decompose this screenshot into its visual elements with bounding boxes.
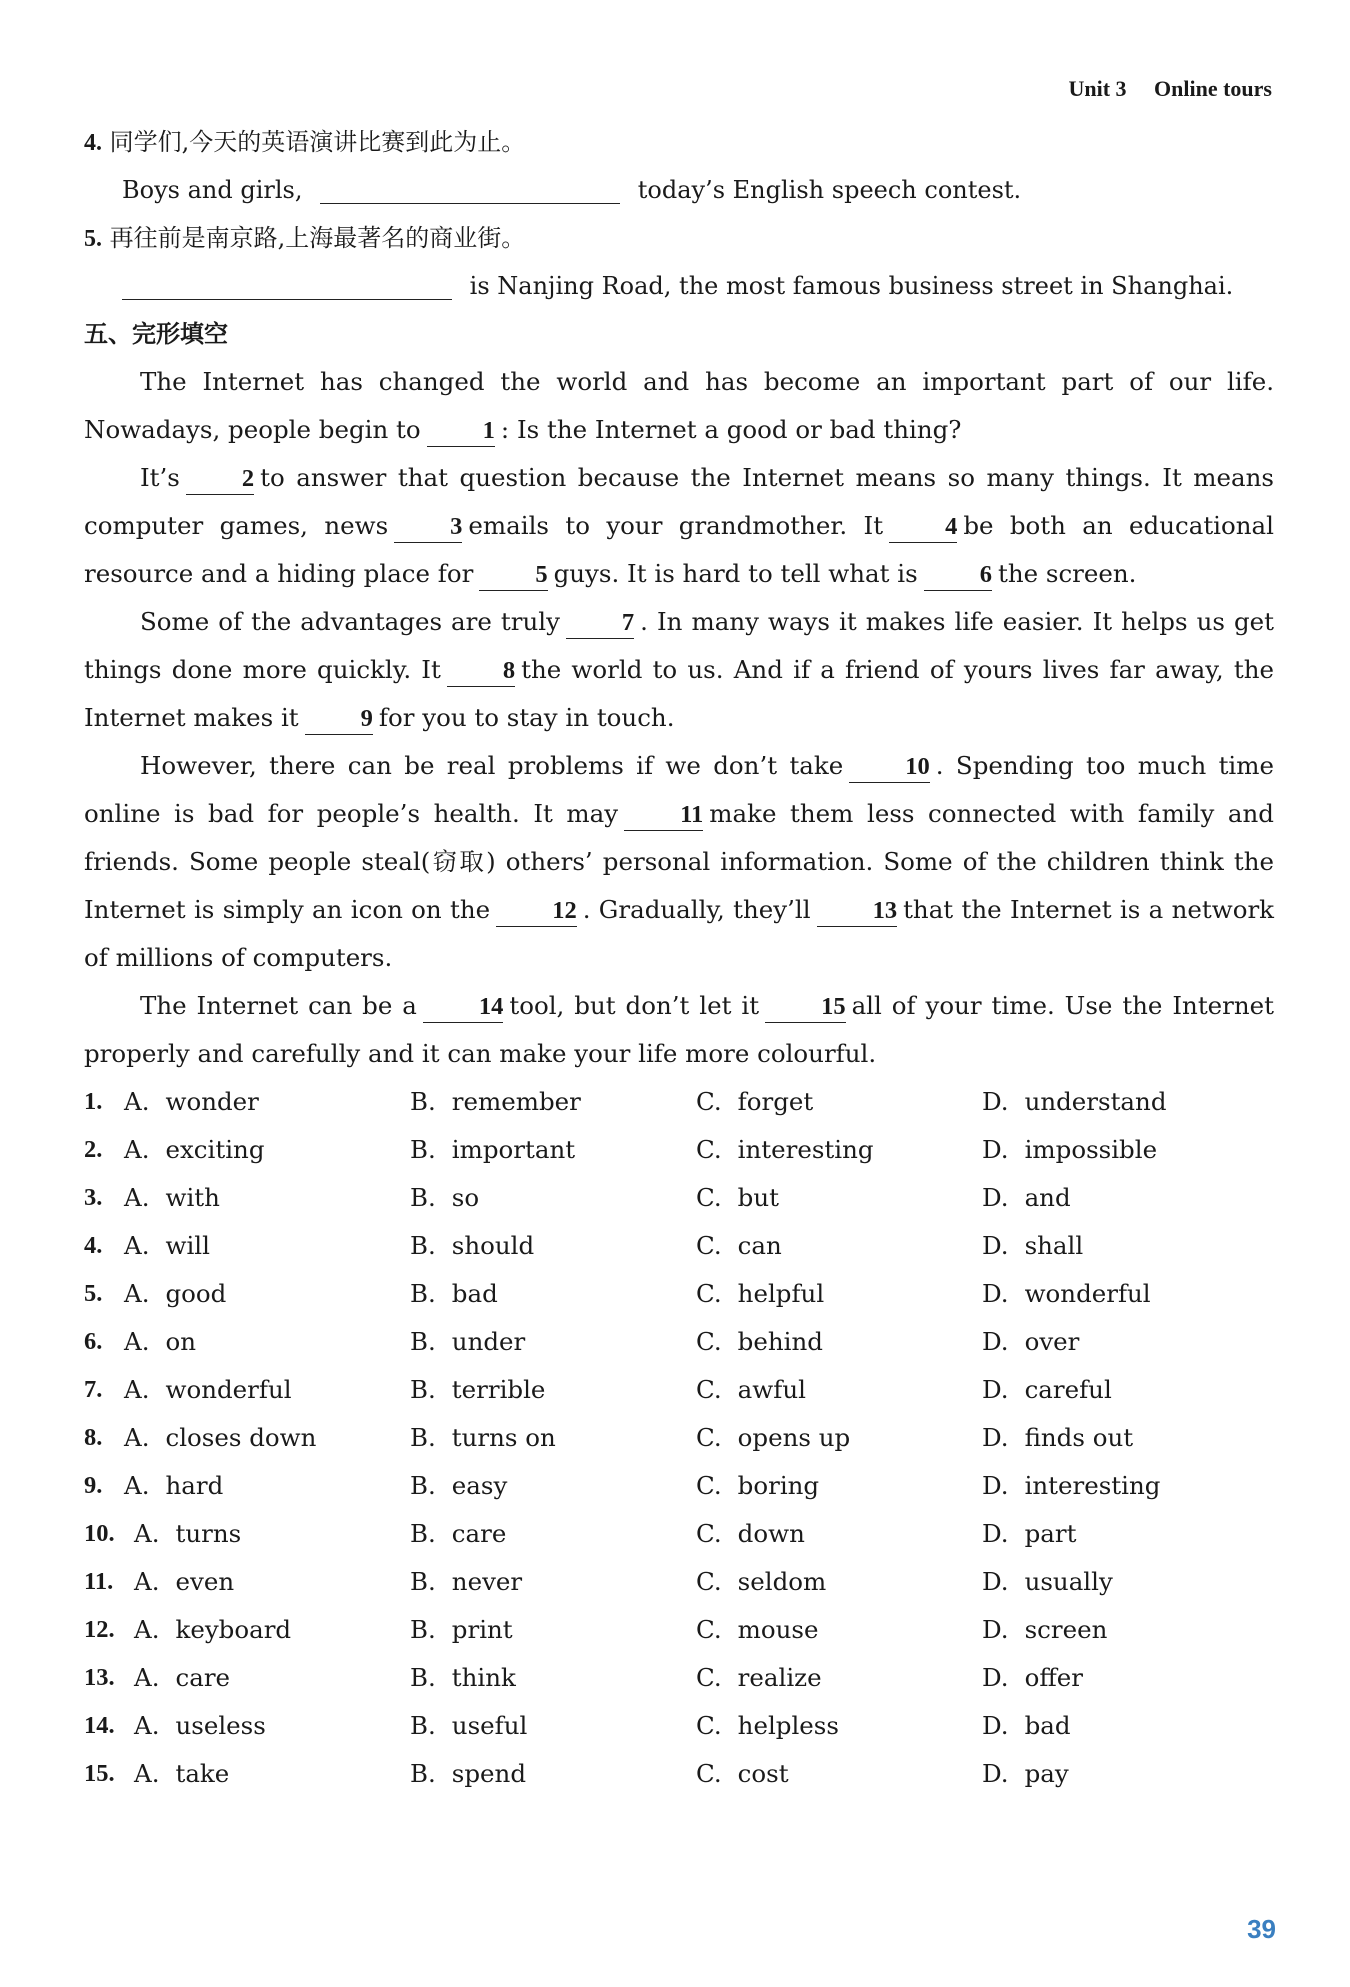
option-letter: C. [696, 1663, 722, 1692]
question-number: 11. [84, 1568, 114, 1595]
option-letter: D. [982, 1663, 1009, 1692]
option-letter: D. [982, 1183, 1009, 1212]
option-c[interactable] [696, 1174, 779, 1222]
question-number: 12. [84, 1616, 115, 1643]
english-after: today’s English speech contest. [637, 176, 1022, 204]
english-before: Boys and girls, [122, 176, 303, 204]
passage-text: . Spending too much time online is bad for people’s health. It may [84, 751, 1274, 828]
option-letter: C. [696, 1423, 722, 1452]
option-letter: D. [982, 1135, 1009, 1164]
option-text: opens up [737, 1423, 851, 1452]
option-text: offer [1024, 1663, 1083, 1692]
option-letter: A. [134, 1711, 160, 1740]
option-text: part [1024, 1519, 1077, 1548]
option-b[interactable] [410, 1270, 498, 1318]
option-letter: B. [410, 1375, 436, 1404]
option-letter: C. [696, 1615, 722, 1644]
option-c[interactable] [696, 1366, 806, 1414]
question-number: 7. [84, 1376, 103, 1403]
option-a[interactable] [134, 1750, 229, 1798]
option-letter: C. [696, 1711, 722, 1740]
option-letter: A. [124, 1087, 150, 1116]
passage-text: be both an educational resource and a hiding place for [84, 511, 1274, 588]
option-text: care [451, 1519, 507, 1548]
option-c[interactable] [696, 1414, 850, 1462]
question-number: 14. [84, 1712, 115, 1739]
option-d[interactable] [982, 1174, 1071, 1222]
option-letter: D. [982, 1423, 1009, 1452]
option-letter: C. [696, 1135, 722, 1164]
passage-text: The Internet has changed the world and has become an important part of our life. Nowadays, people begin to [84, 367, 1274, 444]
paragraph-2 [84, 454, 1274, 598]
option-letter: C. [696, 1183, 722, 1212]
option-text: useful [451, 1711, 528, 1740]
option-letter: C. [696, 1471, 722, 1500]
blank-13[interactable]: 13 [817, 896, 898, 927]
option-d[interactable] [982, 1750, 1069, 1798]
option-b[interactable] [410, 1750, 526, 1798]
option-text: bad [1024, 1711, 1071, 1740]
option-letter: C. [696, 1231, 722, 1260]
option-text: seldom [737, 1567, 827, 1596]
option-c[interactable] [696, 1750, 789, 1798]
question-number: 13. [84, 1664, 115, 1691]
option-text: will [165, 1231, 210, 1260]
option-letter: A. [134, 1663, 160, 1692]
option-text: never [451, 1567, 523, 1596]
option-letter: B. [410, 1231, 436, 1260]
chinese-sentence: 同学们,今天的英语演讲比赛到此为止。 [109, 128, 526, 156]
option-row [84, 1414, 1274, 1462]
translation-item-4-chinese [84, 118, 1274, 166]
option-text: pay [1024, 1759, 1069, 1788]
option-text: care [175, 1663, 231, 1692]
unit-label: Unit 3 [1068, 76, 1127, 101]
option-letter: B. [410, 1279, 436, 1308]
option-a[interactable] [124, 1174, 220, 1222]
unit-title: Online tours [1154, 76, 1272, 101]
option-text: careful [1024, 1375, 1112, 1404]
option-letter: D. [982, 1279, 1009, 1308]
option-a[interactable] [124, 1270, 226, 1318]
blank-2[interactable]: 2 [186, 464, 254, 495]
question-number: 9. [84, 1472, 103, 1499]
option-letter: A. [134, 1759, 160, 1788]
option-text: exciting [165, 1135, 265, 1164]
option-row [84, 1606, 1274, 1654]
option-a[interactable] [134, 1606, 291, 1654]
option-text: shall [1024, 1231, 1084, 1260]
option-text: bad [451, 1279, 498, 1308]
question-number: 1. [84, 1088, 103, 1115]
option-text: can [737, 1231, 782, 1260]
option-letter: B. [410, 1519, 436, 1548]
option-row [84, 1654, 1274, 1702]
passage-text: tool, but don’t let it [509, 991, 760, 1020]
question-number: 3. [84, 1184, 103, 1211]
question-number: 4. [84, 1232, 103, 1259]
option-letter: B. [410, 1567, 436, 1596]
option-letter: A. [124, 1327, 150, 1356]
question-number: 2. [84, 1136, 103, 1163]
option-d[interactable] [982, 1702, 1071, 1750]
option-letter: D. [982, 1087, 1009, 1116]
option-text: good [165, 1279, 227, 1308]
option-letter: D. [982, 1567, 1009, 1596]
option-text: so [451, 1183, 480, 1212]
option-letter: C. [696, 1375, 722, 1404]
option-c[interactable] [696, 1318, 823, 1366]
option-text: helpful [737, 1279, 825, 1308]
option-text: behind [737, 1327, 823, 1356]
page-number: 39 [1247, 1914, 1276, 1944]
option-text: understand [1024, 1087, 1167, 1116]
option-text: helpless [737, 1711, 839, 1740]
blank-5[interactable]: 5 [479, 560, 547, 591]
option-c[interactable] [696, 1558, 826, 1606]
option-letter: B. [410, 1135, 436, 1164]
option-d[interactable] [982, 1318, 1079, 1366]
blank-15[interactable]: 15 [765, 992, 846, 1023]
blank-9[interactable]: 9 [305, 704, 373, 735]
option-text: usually [1024, 1567, 1113, 1596]
option-letter: C. [696, 1567, 722, 1596]
option-d[interactable] [982, 1366, 1112, 1414]
option-letter: A. [134, 1567, 160, 1596]
option-c[interactable] [696, 1222, 782, 1270]
option-text: down [737, 1519, 805, 1548]
option-text: on [165, 1327, 197, 1356]
option-text: should [451, 1231, 535, 1260]
option-text: screen [1024, 1615, 1108, 1644]
blank-11[interactable]: 11 [624, 800, 703, 831]
option-text: awful [737, 1375, 806, 1404]
content [84, 118, 1274, 1798]
option-a[interactable] [134, 1654, 230, 1702]
option-b[interactable] [410, 1366, 545, 1414]
blank-14[interactable]: 14 [423, 992, 504, 1023]
option-text: print [451, 1615, 513, 1644]
option-b[interactable] [410, 1126, 575, 1174]
item-number: 4. [84, 130, 102, 156]
option-letter: B. [410, 1423, 436, 1452]
option-row [84, 1270, 1274, 1318]
answer-options [84, 1078, 1274, 1798]
option-row [84, 1558, 1274, 1606]
option-text: under [451, 1327, 526, 1356]
question-number: 8. [84, 1424, 103, 1451]
chinese-sentence: 再往前是南京路,上海最著名的商业街。 [109, 224, 526, 252]
option-text: and [1024, 1183, 1071, 1212]
option-text: impossible [1024, 1135, 1158, 1164]
running-header [1068, 76, 1272, 102]
option-b[interactable] [410, 1414, 556, 1462]
blank-12[interactable]: 12 [496, 896, 577, 927]
option-letter: C. [696, 1087, 722, 1116]
question-number: 6. [84, 1328, 103, 1355]
option-row [84, 1078, 1274, 1126]
option-d[interactable] [982, 1078, 1167, 1126]
passage-text: emails to your grandmother. It [468, 511, 884, 540]
answer-blank[interactable] [320, 173, 620, 204]
option-row [84, 1462, 1274, 1510]
option-b[interactable] [410, 1606, 513, 1654]
option-text: finds out [1024, 1423, 1134, 1452]
option-letter: C. [696, 1327, 722, 1356]
option-a[interactable] [134, 1510, 241, 1558]
option-letter: B. [410, 1183, 436, 1212]
option-row [84, 1366, 1274, 1414]
option-letter: C. [696, 1519, 722, 1548]
passage-text: . In many ways it makes life easier. It helps us get things done more quickly. It [84, 607, 1274, 684]
option-text: even [175, 1567, 235, 1596]
option-a[interactable] [124, 1078, 259, 1126]
option-row [84, 1702, 1274, 1750]
option-letter: A. [134, 1519, 160, 1548]
option-d[interactable] [982, 1222, 1083, 1270]
option-letter: A. [124, 1471, 150, 1500]
blank-8[interactable]: 8 [447, 656, 515, 687]
blank-10[interactable]: 10 [849, 752, 930, 783]
option-letter: D. [982, 1711, 1009, 1740]
option-b[interactable] [410, 1174, 479, 1222]
answer-blank[interactable] [122, 269, 452, 300]
option-text: closes down [165, 1423, 317, 1452]
option-text: useless [175, 1711, 266, 1740]
option-letter: D. [982, 1759, 1009, 1788]
option-row [84, 1222, 1274, 1270]
option-letter: A. [124, 1135, 150, 1164]
option-d[interactable] [982, 1606, 1107, 1654]
paragraph-4 [84, 742, 1274, 982]
option-text: spend [451, 1759, 527, 1788]
option-letter: B. [410, 1759, 436, 1788]
option-letter: A. [124, 1279, 150, 1308]
passage-text: It’s [140, 463, 180, 492]
option-text: interesting [1024, 1471, 1161, 1500]
option-letter: D. [982, 1471, 1009, 1500]
option-c[interactable] [696, 1126, 874, 1174]
option-letter: B. [410, 1471, 436, 1500]
option-text: remember [451, 1087, 581, 1116]
option-a[interactable] [134, 1558, 234, 1606]
passage-text: for you to stay in touch. [378, 703, 675, 732]
option-d[interactable] [982, 1270, 1151, 1318]
option-a[interactable] [124, 1126, 265, 1174]
option-d[interactable] [982, 1654, 1083, 1702]
english-after: is Nanjing Road, the most famous business street in Shanghai. [469, 272, 1234, 300]
option-a[interactable] [134, 1702, 266, 1750]
option-d[interactable] [982, 1126, 1157, 1174]
passage-text: Some of the advantages are truly [140, 607, 560, 636]
option-letter: D. [982, 1231, 1009, 1260]
option-text: but [737, 1183, 779, 1212]
option-a[interactable] [124, 1366, 292, 1414]
option-text: wonderful [1024, 1279, 1151, 1308]
option-d[interactable] [982, 1510, 1076, 1558]
cloze-passage [84, 358, 1274, 1078]
option-d[interactable] [982, 1462, 1160, 1510]
option-text: cost [737, 1759, 789, 1788]
translation-item-4-english [84, 166, 1274, 214]
option-text: terrible [451, 1375, 546, 1404]
option-text: boring [737, 1471, 820, 1500]
option-row [84, 1126, 1274, 1174]
question-number: 15. [84, 1760, 115, 1787]
option-text: important [451, 1135, 576, 1164]
option-b[interactable] [410, 1558, 522, 1606]
option-row [84, 1174, 1274, 1222]
option-letter: B. [410, 1615, 436, 1644]
option-text: wonderful [165, 1375, 292, 1404]
option-letter: D. [982, 1519, 1009, 1548]
option-text: mouse [737, 1615, 819, 1644]
option-letter: A. [124, 1231, 150, 1260]
passage-text: the world to us. And if a friend of yours lives far away, the Internet makes it [84, 655, 1274, 732]
option-a[interactable] [124, 1414, 316, 1462]
option-text: forget [737, 1087, 814, 1116]
option-text: turns on [451, 1423, 556, 1452]
option-text: hard [165, 1471, 224, 1500]
option-text: keyboard [175, 1615, 292, 1644]
option-text: easy [451, 1471, 508, 1500]
option-letter: A. [134, 1615, 160, 1644]
blank-4[interactable]: 4 [889, 512, 957, 543]
blank-3[interactable]: 3 [394, 512, 462, 543]
passage-text: The Internet can be a [140, 991, 417, 1020]
option-letter: D. [982, 1327, 1009, 1356]
translation-item-5-english [84, 262, 1274, 310]
translation-item-5-chinese [84, 214, 1274, 262]
option-c[interactable] [696, 1462, 819, 1510]
option-letter: B. [410, 1711, 436, 1740]
passage-text: that the Internet is a network of millions of computers. [84, 895, 1275, 972]
passage-text: make them less connected with family and friends. Some people steal(窃取) others’ personal information. Some of the children think the Internet is simply an icon on the [84, 799, 1274, 924]
passage-text: guys. It is hard to tell what is [553, 559, 918, 588]
option-b[interactable] [410, 1222, 534, 1270]
option-letter: B. [410, 1327, 436, 1356]
question-number: 5. [84, 1280, 103, 1307]
option-letter: C. [696, 1759, 722, 1788]
option-text: turns [175, 1519, 242, 1548]
option-text: take [175, 1759, 230, 1788]
option-b[interactable] [410, 1318, 525, 1366]
option-text: realize [737, 1663, 822, 1692]
option-a[interactable] [124, 1462, 223, 1510]
option-letter: A. [124, 1375, 150, 1404]
option-row [84, 1510, 1274, 1558]
option-text: think [451, 1663, 516, 1692]
section-title: 五、完形填空 [84, 320, 228, 348]
passage-text: to answer that question because the Internet means so many things. It means computer games, news [84, 463, 1274, 540]
option-letter: D. [982, 1615, 1009, 1644]
option-b[interactable] [410, 1510, 506, 1558]
item-number: 5. [84, 226, 102, 252]
option-c[interactable] [696, 1510, 805, 1558]
passage-text: . Gradually, they’ll [582, 895, 811, 924]
option-letter: C. [696, 1279, 722, 1308]
option-b[interactable] [410, 1078, 581, 1126]
passage-text: all of your time. Use the Internet properly and carefully and it can make your life more colourful. [84, 991, 1275, 1068]
option-row [84, 1318, 1274, 1366]
option-b[interactable] [410, 1702, 527, 1750]
question-number: 10. [84, 1520, 115, 1547]
blank-6[interactable]: 6 [924, 560, 992, 591]
option-c[interactable] [696, 1654, 822, 1702]
option-text: with [165, 1183, 220, 1212]
option-c[interactable] [696, 1606, 819, 1654]
option-text: wonder [165, 1087, 259, 1116]
option-text: interesting [737, 1135, 874, 1164]
passage-text: However, there can be real problems if we don’t take [140, 751, 844, 780]
option-letter: A. [124, 1183, 150, 1212]
paragraph-3 [84, 598, 1274, 742]
option-c[interactable] [696, 1702, 839, 1750]
option-letter: B. [410, 1663, 436, 1692]
blank-1[interactable]: 1 [427, 416, 495, 447]
option-letter: B. [410, 1087, 436, 1116]
option-d[interactable] [982, 1414, 1133, 1462]
option-row [84, 1750, 1274, 1798]
option-letter: A. [124, 1423, 150, 1452]
blank-7[interactable]: 7 [566, 608, 634, 639]
paragraph-1 [84, 358, 1274, 454]
option-b[interactable] [410, 1462, 507, 1510]
option-d[interactable] [982, 1558, 1113, 1606]
option-letter: D. [982, 1375, 1009, 1404]
passage-text: : Is the Internet a good or bad thing? [500, 415, 962, 444]
option-a[interactable] [124, 1222, 210, 1270]
option-c[interactable] [696, 1270, 824, 1318]
option-a[interactable] [124, 1318, 196, 1366]
paragraph-5 [84, 982, 1274, 1078]
passage-text: the screen. [997, 559, 1137, 588]
option-c[interactable] [696, 1078, 813, 1126]
option-text: over [1024, 1327, 1080, 1356]
option-b[interactable] [410, 1654, 516, 1702]
